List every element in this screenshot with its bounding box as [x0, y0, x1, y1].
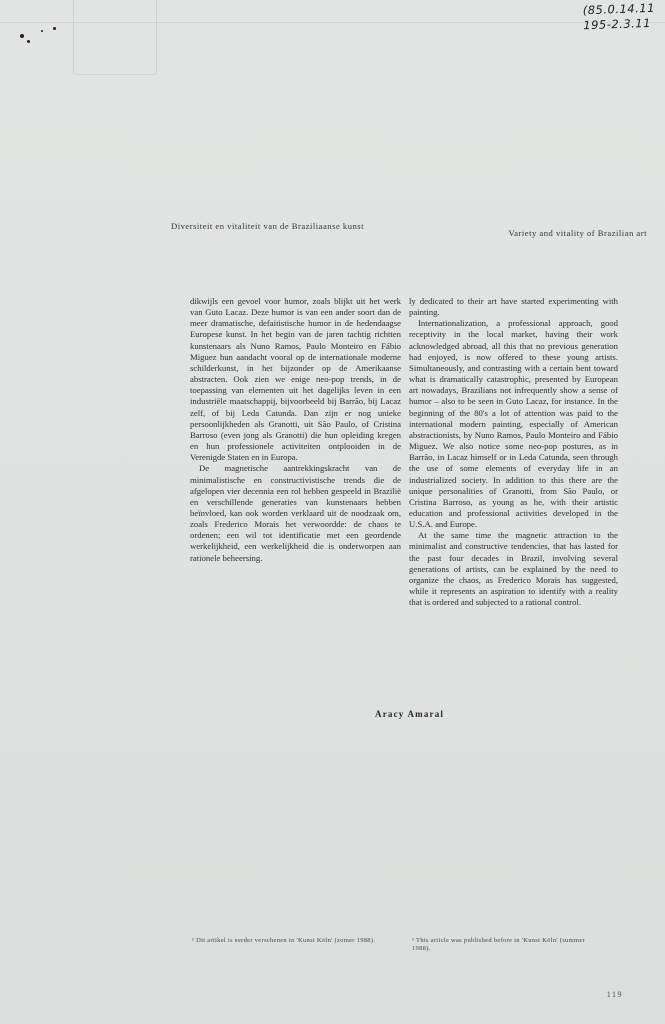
- column-dutch: [190, 296, 401, 564]
- ink-stain: [41, 30, 43, 32]
- paragraph: De magnetische aantrekkingskracht van de minimalistische en constructivistische trends die de afgelopen vier decennia een rol hebben gespeeld in Brazilië en verschillende generaties van kunstenaars hebben beïnvloed, kan ook worden verklaard uit de noodzaak om, zoals Frederico Morais het verwoordde: de chaos te ordenen; een wil tot identificatie met een geordende werkelijkheid, een werkelijkheid die is onderworpen aan rationele beheersing.: [190, 463, 401, 563]
- header-dutch: Diversiteit en vitaliteit van de Braziliaanse kunst: [171, 221, 365, 231]
- annotation-line-2: 195-2.3.11: [582, 15, 651, 33]
- annotation-line-1: (85.0.14.11: [582, 0, 655, 18]
- paragraph: Internationalization, a professional approach, good receptivity in the local market, having their work acknowledged abroad, all this that no previous generation had enjoyed, is now offered to these young artists. Simultaneously, and contrasting with a certain bent toward what is dramatically catastrophic, presented by European art nowadays, Brazilians not infrequently show a sense of humor – also to be seen in Guto Lacaz, for instance. In the beginning of the 80's a lot of attention was paid to the international modern painting, especially of American abstractionists, by Nuno Ramos, Paulo Monteiro and Fábio Miguez. We also notice some neo-pop postures, as in Barrão, in Lacaz himself or in Leda Catunda, seen through the use of some elements of everyday life in an industrialized society. In addition to this there are the unique personalities of Granotti, from São Paulo, or Cristina Barroso, as young as he, with their artistic education and professional activities developed in the U.S.A. and Europe.: [409, 318, 618, 530]
- ink-stain: [53, 27, 56, 30]
- header-english: Variety and vitality of Brazilian art: [508, 228, 647, 238]
- footnote-english: ¹ This article was published before in 'Kunst Köln' (summer 1988).: [412, 937, 585, 952]
- ink-stain: [20, 34, 24, 38]
- handwritten-annotation: [582, 1, 655, 34]
- author-name: Aracy Amaral: [375, 709, 445, 719]
- paragraph: At the same time the magnetic attraction to the minimalist and constructive tendencies, that has lasted for the past four decades in Brazil, involving several generations of artists, can be explained by the need to organize the chaos, as Frederico Morais has suggested, while it represents an aspiration to identify with a reality that is ordered and subjected to a rational control.: [409, 530, 618, 608]
- column-english: [409, 296, 618, 608]
- paragraph: ly dedicated to their art have started experimenting with painting.: [409, 296, 618, 318]
- ink-stain: [27, 40, 30, 43]
- footnote-dutch: ¹ Dit artikel is eerder verschenen in 'Kunst Köln' (zomer 1988).: [192, 937, 376, 944]
- paper-crease: [73, 0, 157, 75]
- page-number: 119: [606, 990, 623, 999]
- paragraph: dikwijls een gevoel voor humor, zoals blijkt uit het werk van Guto Lacaz. Deze humor is van een ander soort dan de meer dramatische, defaitistische humor in de hedendaagse Europese kunst. In het begin van de jaren tachtig richtten kunstenaars als Nuno Ramos, Paulo Monteiro en Fábio Miguez hun aandacht vooral op de internationale moderne schilderkunst, in het bijzonder op de Amerikaanse abstracten. Ook zien we enige neo-pop trends, in de toepassing van elementen uit het dagelijks leven in een industriële maatschappij, bijvoorbeeld bij Barrão, bij Lacaz zelf, of bij Leda Catunda. Dan zijn er nog unieke persoonlijkheden als Granotti, uit São Paulo, of Cristina Barroso (even jong als Granotti) die hun opleiding kregen en hun professionele activiteiten ontplooiden in de Verenigde Staten en in Europa.: [190, 296, 401, 463]
